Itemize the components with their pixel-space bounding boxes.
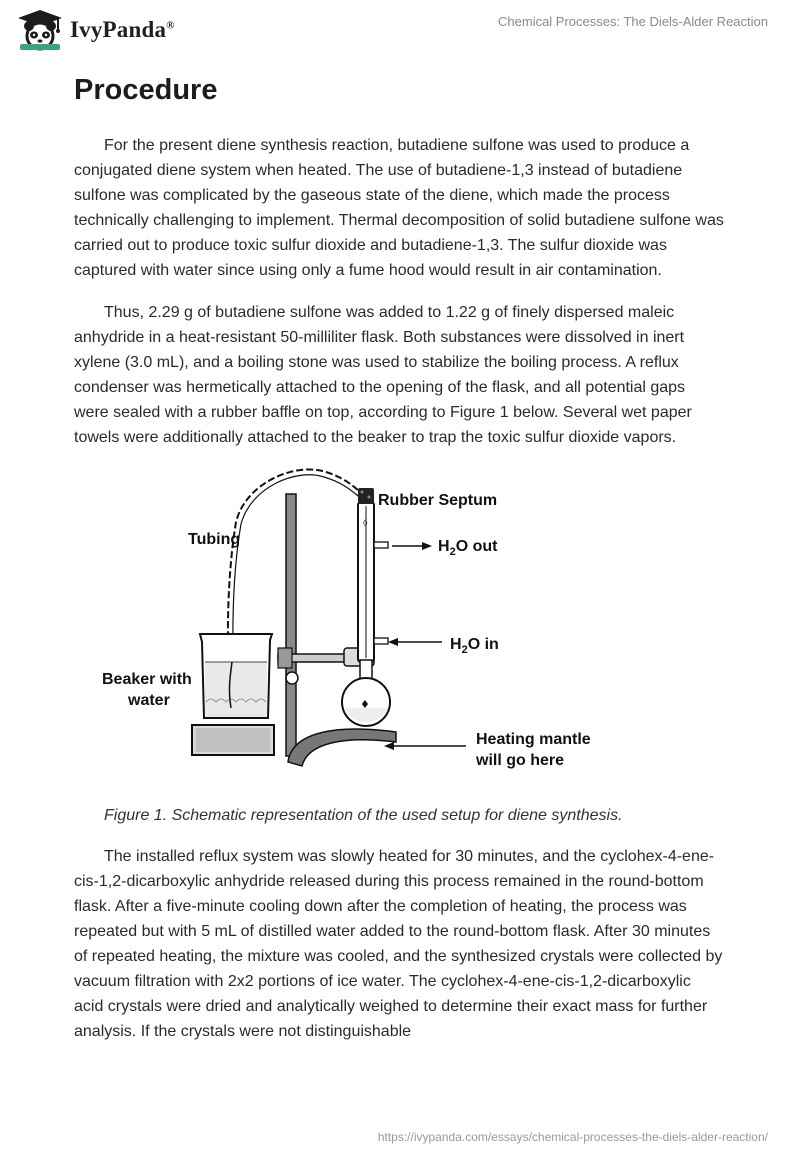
section-heading: Procedure [74, 74, 218, 106]
ring-stand-rod [286, 494, 296, 756]
page-header [0, 0, 800, 60]
paragraph: For the present diene synthesis reaction, butadiene sulfone was used to produce a conjugated diene system when heated. The use of butadiene-1,3 instead of butadiene sulfone was complicated by the gaseous state of the diene, which made the process technically challenging to implement. Thermal decomposition of solid butadiene sulfone was carried out to produce toxic sulfur dioxide and butadiene-1,3. The sulfur dioxide was captured with water since using only a fume hood would result in air contamination. [74, 137, 724, 279]
svg-text:◊: ◊ [363, 518, 368, 528]
label-beaker-line2: water [128, 692, 170, 709]
paragraph: The installed reflux system was slowly heated for 30 minutes, and the cyclohex-4-ene-cis-1,2-dicarboxylic anhydride released during this process remained in the round-bottom flask. After a five-minute cooling down after the completion of heating, the process was repeated but with 5 mL of distilled water added to the round-bottom flask. After 30 minutes of repeated heating, the mixture was cooled, and the synthesized crystals were collected by vacuum filtration with 2x2 portions of ice water. The cyclohex-4-ene-cis-1,2-dicarboxylic acid crystals were dried and analytically weighed to determine their exact mass for further analysis. If the crystals were not distinguishable [74, 848, 723, 1040]
figure-1 [74, 462, 724, 797]
label-beaker-line1: Beaker with [102, 671, 192, 688]
svg-text:♦: ♦ [360, 698, 370, 711]
label-tubing: Tubing [188, 531, 241, 548]
label-mantle-line1: Heating mantle [476, 731, 591, 748]
ring-stand-base [288, 729, 396, 766]
label-h2o-in: $H_2O$ in [450, 636, 499, 656]
brand-name: IvyPanda® [70, 17, 175, 42]
reflux-setup-diagram [96, 462, 656, 797]
label-mantle-line2: will go here [476, 752, 565, 769]
article-content [74, 70, 724, 1044]
source-url[interactable]: https://ivypanda.com/essays/chemical-processes-the-diels-alder-reaction/ [377, 1130, 768, 1144]
label-rubber-septum: Rubber Septum [378, 492, 498, 509]
brand-logo[interactable] [14, 8, 175, 52]
document-title: Chemical Processes: The Diels-Alder Reaction [498, 14, 768, 29]
rubber-septum [358, 488, 374, 504]
label-h2o-out: $H_2O$ out [438, 538, 498, 558]
figure-caption: Figure 1. Schematic representation of the used setup for diene synthesis. [104, 807, 623, 824]
panda-logo-icon [14, 8, 66, 52]
paragraph: Thus, 2.29 g of butadiene sulfone was added to 1.22 g of finely dispersed maleic anhydride in a heat-resistant 50-milliliter flask. Both substances were dissolved in inert xylene (3.0 mL), and a boiling stone was used to stabilize the boiling process. A reflux condenser was hermetically attached to the opening of the flask, and all potential gaps were sealed with a rubber baffle on top, according to Figure 1 below. Several wet paper towels were additionally attached to the beaker to trap the toxic sulfur dioxide vapors. [74, 304, 692, 446]
